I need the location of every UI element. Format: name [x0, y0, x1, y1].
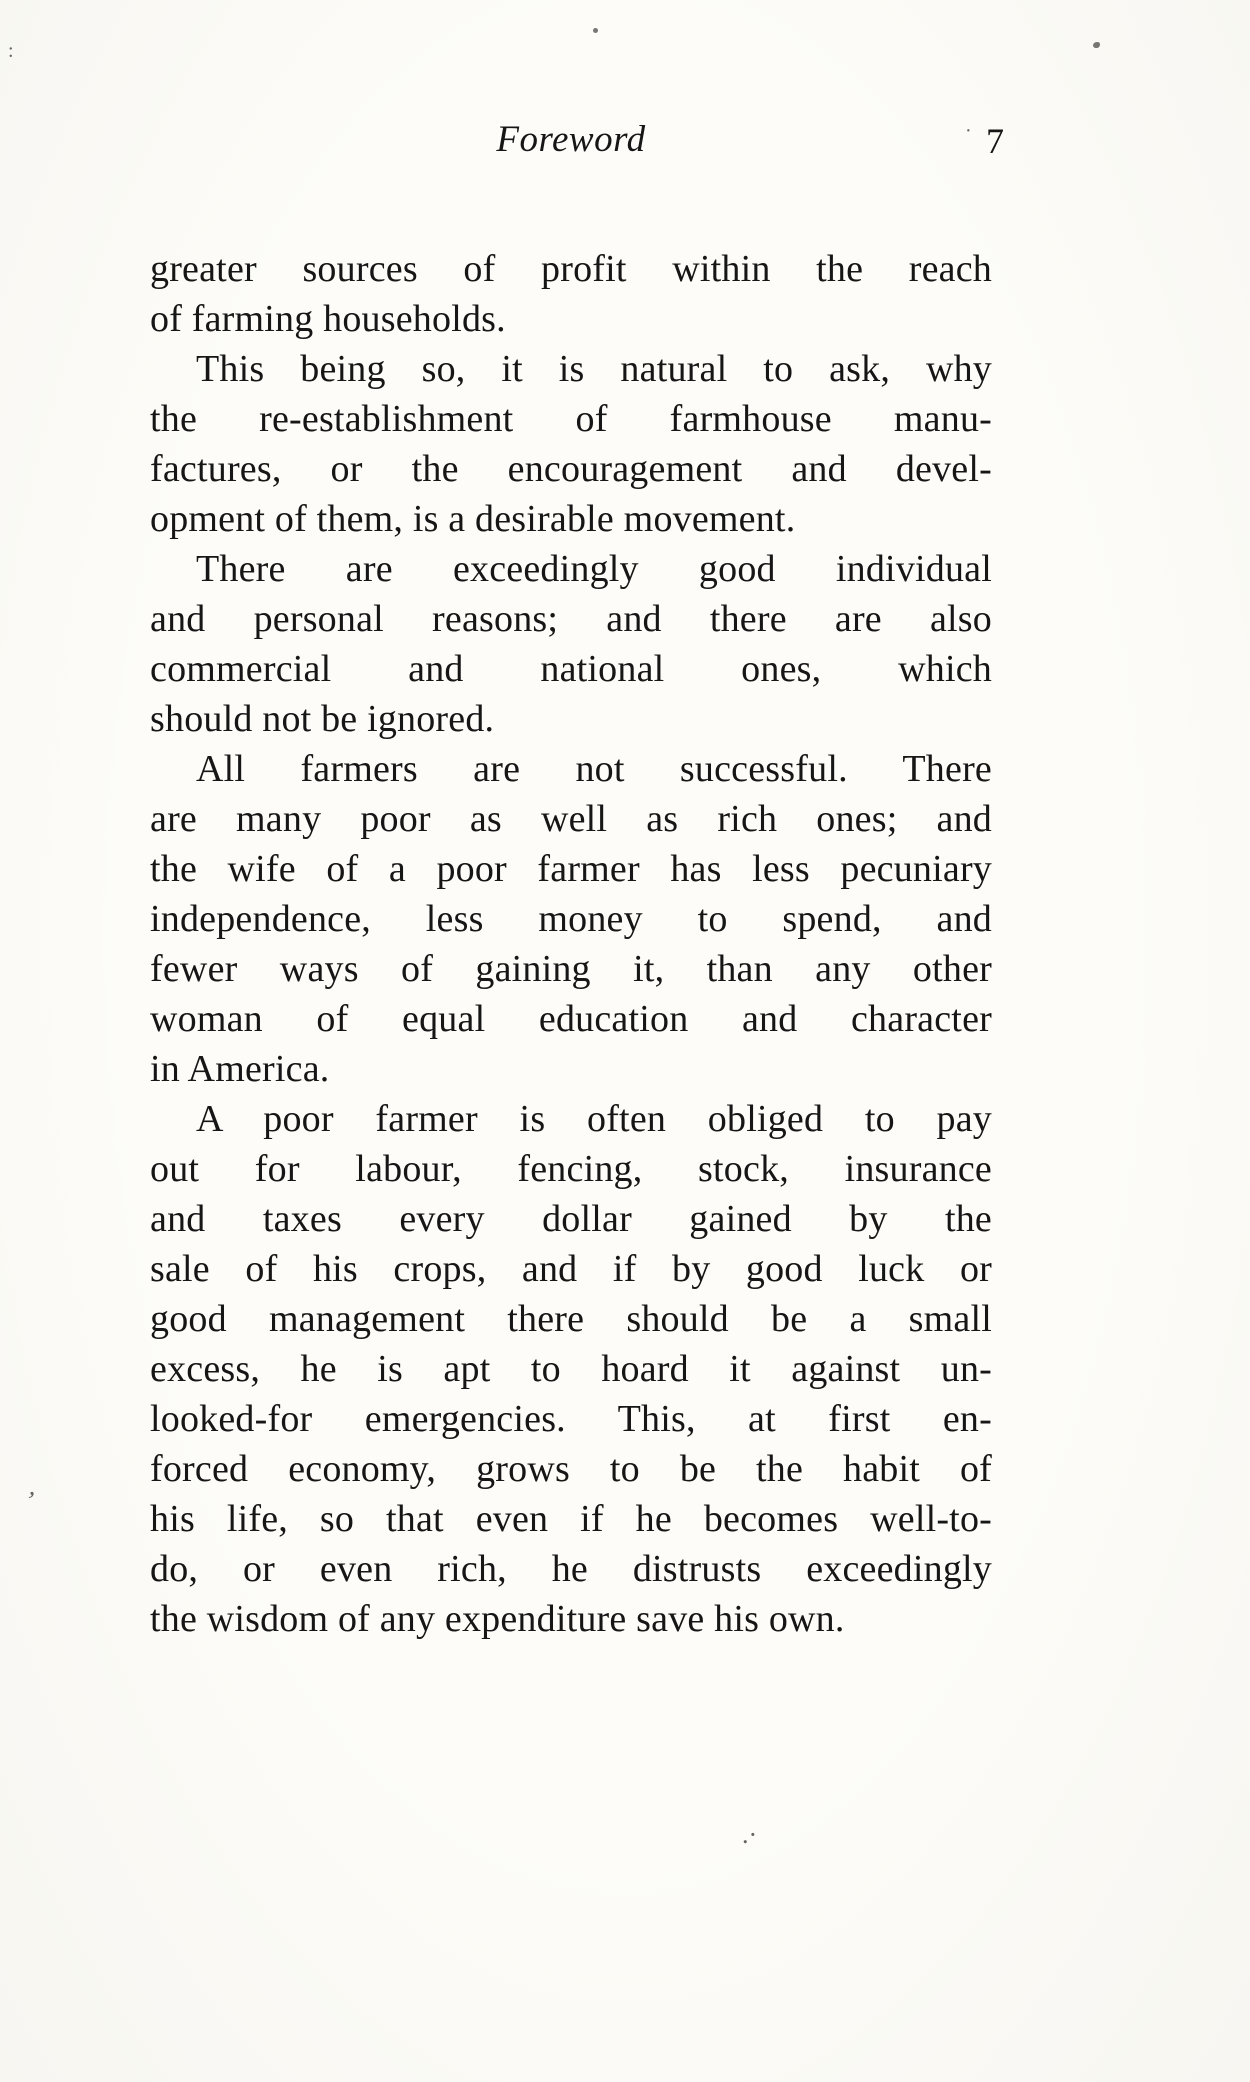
text-line: There are exceedingly good individual [196, 548, 992, 590]
text-line: of farming households. [150, 298, 506, 340]
text-line: do, or even rich, he distrusts exceedingly [150, 1548, 992, 1590]
text-line: the wisdom of any expenditure save his own. [150, 1598, 845, 1640]
text-line: the re-establishment of farmhouse manu- [150, 398, 992, 440]
text-line: are many poor as well as rich ones; and [150, 798, 992, 840]
scan-mark: : [8, 40, 14, 62]
scan-speckle [593, 28, 598, 33]
text-line: sale of his crops, and if by good luck or [150, 1248, 992, 1290]
text-line: his life, so that even if he becomes well-to- [150, 1498, 992, 1540]
text-line: should not be ignored. [150, 698, 495, 740]
text-line: forced economy, grows to be the habit of [150, 1448, 992, 1490]
text-line: opment of them, is a desirable movement. [150, 498, 796, 540]
text-line: out for labour, fencing, stock, insurance [150, 1148, 992, 1190]
text-line: and personal reasons; and there are also [150, 598, 992, 640]
scan-speckle [1093, 42, 1100, 48]
text-line: looked-for emergencies. This, at first en- [150, 1398, 992, 1440]
text-line: This being so, it is natural to ask, why [196, 348, 992, 390]
text-line: woman of equal education and character [150, 998, 992, 1040]
scan-mark: · [965, 120, 972, 142]
book-page [150, 0, 1004, 1644]
text-line: independence, less money to spend, and [150, 898, 992, 940]
text-line: the wife of a poor farmer has less pecuniary [150, 848, 992, 890]
running-header-title: Foreword [496, 119, 646, 160]
text-line: greater sources of profit within the reach [150, 248, 992, 290]
text-line: factures, or the encouragement and devel- [150, 448, 992, 490]
page-number: 7 [986, 121, 1004, 161]
text-line: All farmers are not successful. There [196, 748, 992, 790]
text-line: excess, he is apt to hoard it against un- [150, 1348, 992, 1390]
text-line: in America. [150, 1048, 330, 1090]
text-line: fewer ways of gaining it, than any other [150, 948, 992, 990]
text-line: commercial and national ones, which [150, 648, 992, 690]
scan-mark: ’ [23, 1485, 38, 1516]
running-header [150, 118, 1004, 172]
text-line: good management there should be a small [150, 1298, 992, 1340]
scan-mark: .· [742, 1820, 758, 1849]
text-line: and taxes every dollar gained by the [150, 1198, 992, 1240]
page-body [150, 244, 992, 1644]
text-line: A poor farmer is often obliged to pay [196, 1098, 992, 1140]
